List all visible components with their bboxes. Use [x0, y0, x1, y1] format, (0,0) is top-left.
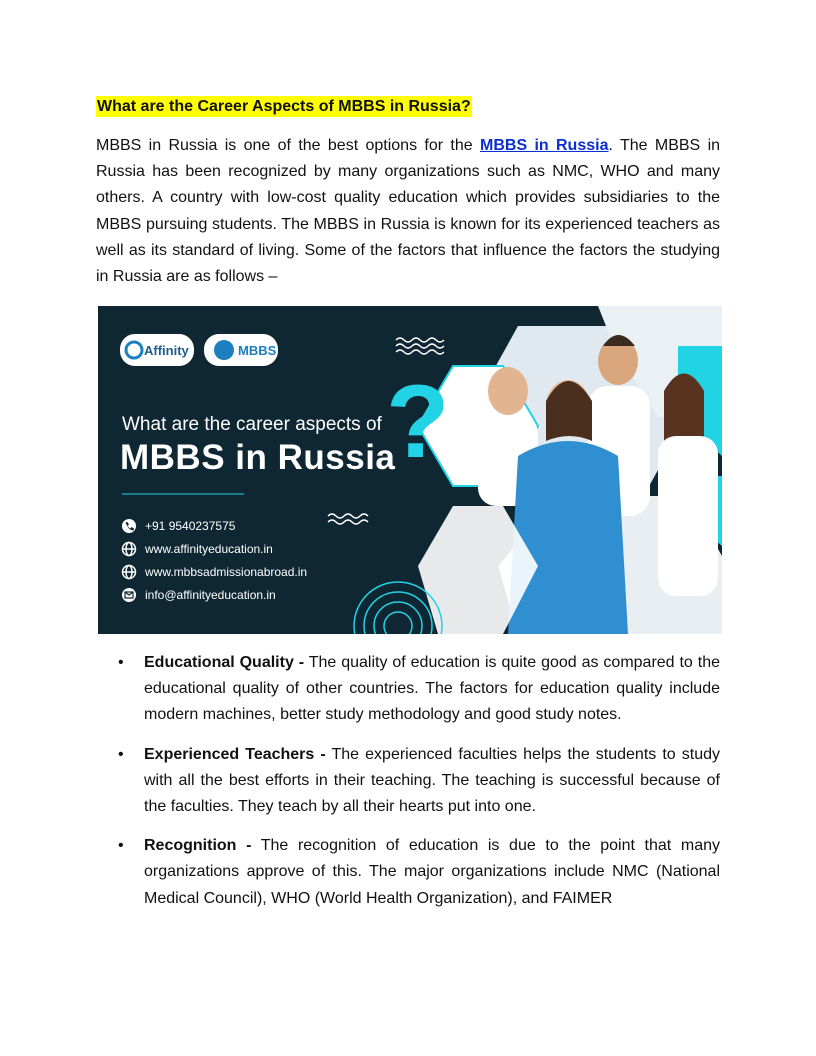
mbbs-in-russia-link[interactable]: MBBS in Russia — [480, 137, 609, 154]
contact-email: info@affinityeducation.in — [145, 588, 276, 602]
intro-text-start: MBBS in Russia is one of the best options for the — [96, 137, 480, 154]
mail-icon — [122, 588, 136, 602]
list-item-title: Experienced Teachers - — [144, 745, 326, 763]
contact-phone: +91 9540237575 — [145, 519, 236, 533]
bullet-icon: • — [118, 837, 124, 855]
list-item — [96, 742, 720, 821]
list-item-title: Educational Quality - — [144, 654, 305, 671]
list-item-title: Recognition - — [144, 837, 252, 855]
page-title: What are the Career Aspects of MBBS in Russia? — [97, 98, 471, 115]
contact-website-2: www.mbbsadmissionabroad.in — [145, 565, 308, 579]
intro-text-end: . The MBBS in Russia has been recognized by many organizations such as NMC, WHO and many others. A country with low-cost quality education which provides subsidiaries to the MBBS pursuing students. The MBBS in Russia is known for its experienced teachers as well as its standard of living. Some of the factors that influence the factors the studying in Russia are as follows – — [96, 137, 721, 286]
factors-list — [96, 650, 720, 925]
list-item — [96, 650, 720, 729]
list-item — [96, 833, 720, 912]
question-mark-graphic: ? — [386, 364, 450, 480]
list-item-text: The quality of education is quite good as compared to the educational quality of other countries. The factors for education quality include modern machines, better study methodology and good study notes. — [144, 654, 720, 724]
phone-icon — [122, 519, 136, 533]
contact-website-1: www.affinityeducation.in — [145, 542, 273, 556]
logo-affinity-text: Affinity — [144, 343, 189, 358]
intro-paragraph — [96, 133, 720, 290]
banner-title-line2: MBBS in Russia — [120, 438, 396, 477]
banner-image — [98, 306, 722, 634]
bullet-icon: • — [118, 654, 124, 671]
banner-title-line1: What are the career aspects of — [122, 414, 382, 435]
list-item-text: The experienced faculties helps the students to study with all the best efforts in their teaching. The teaching is successful because of the faculties. They teach by all their hearts put into one. — [144, 745, 721, 816]
logo-mbbs-text: MBBS — [238, 343, 277, 358]
bullet-icon: • — [118, 745, 124, 763]
document-page — [96, 96, 720, 290]
list-item-text: The recognition of education is due to the point that many organizations approve of this. The major organizations include NMC (National Medical Council), WHO (World Health Organization), and FAIMER — [144, 837, 720, 907]
